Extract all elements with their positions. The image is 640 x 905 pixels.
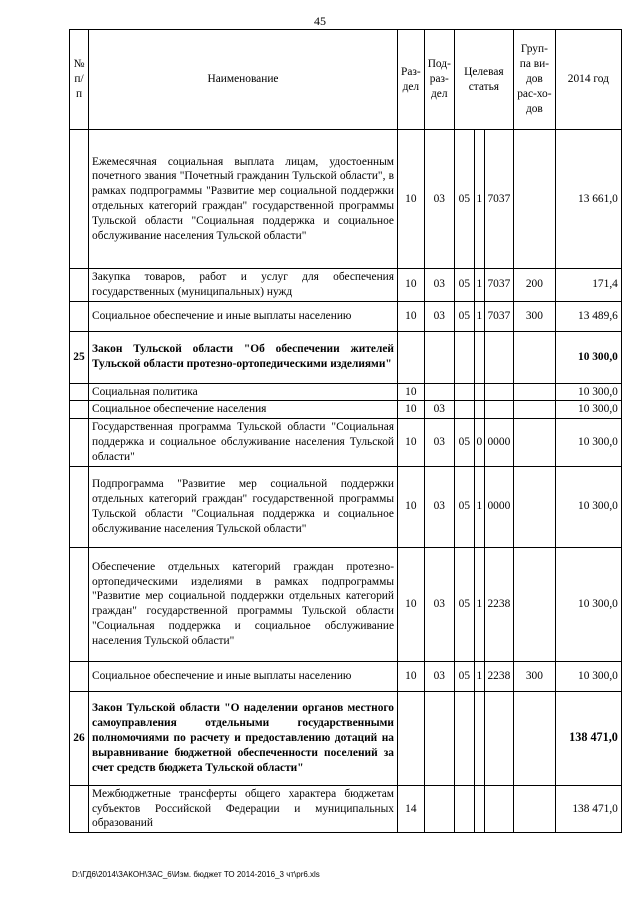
page-number: 45 — [314, 14, 326, 28]
row-target-subprogram: 1 — [474, 130, 484, 269]
row-number — [70, 383, 89, 401]
row-number — [70, 130, 89, 269]
row-razdel: 10 — [398, 301, 425, 331]
row-name: Подпрограмма "Развитие мер социальной поддержки отдельных категорий граждан" государственной программы Тульской области "Социальная поддержка и социальное обслуживание населения Тульской области" — [89, 466, 398, 547]
row-amount: 10 300,0 — [555, 401, 621, 419]
table-row — [70, 130, 622, 269]
row-amount: 10 300,0 — [555, 466, 621, 547]
row-target-subprogram: 1 — [474, 466, 484, 547]
row-target-code — [484, 331, 513, 383]
row-podrazdel — [424, 691, 454, 785]
row-target-program — [454, 401, 474, 419]
row-razdel: 10 — [398, 466, 425, 547]
header-target: Целевая статья — [454, 30, 513, 130]
row-target-code: 7037 — [484, 130, 513, 269]
row-razdel: 10 — [398, 547, 425, 661]
section-row — [70, 331, 622, 383]
row-expense-group — [513, 419, 555, 466]
row-number — [70, 785, 89, 832]
row-number — [70, 419, 89, 466]
table-row — [70, 547, 622, 661]
table-row — [70, 661, 622, 691]
row-number: 26 — [70, 691, 89, 785]
row-number — [70, 401, 89, 419]
row-target-code — [484, 383, 513, 401]
row-target-program — [454, 785, 474, 832]
table-row — [70, 419, 622, 466]
row-expense-group — [513, 401, 555, 419]
row-target-subprogram: 1 — [474, 661, 484, 691]
row-expense-group — [513, 785, 555, 832]
row-number — [70, 269, 89, 302]
row-podrazdel: 03 — [424, 269, 454, 302]
row-target-subprogram: 1 — [474, 301, 484, 331]
row-target-program — [454, 691, 474, 785]
file-path-footer: D:\ГД6\2014\ЗАКОН\ЗАС_6\Изм. бюджет ТО 2014-2016_3 чт\pr6.xls — [72, 870, 320, 879]
row-podrazdel: 03 — [424, 130, 454, 269]
row-razdel: 10 — [398, 383, 425, 401]
row-number — [70, 547, 89, 661]
row-podrazdel — [424, 785, 454, 832]
row-razdel: 10 — [398, 419, 425, 466]
row-target-subprogram — [474, 383, 484, 401]
row-podrazdel: 03 — [424, 301, 454, 331]
row-amount: 10 300,0 — [555, 547, 621, 661]
row-target-code — [484, 691, 513, 785]
header-group: Груп-па ви-дов рас-хо-дов — [513, 30, 555, 130]
row-target-subprogram — [474, 331, 484, 383]
row-razdel: 14 — [398, 785, 425, 832]
row-expense-group: 300 — [513, 661, 555, 691]
row-amount: 138 471,0 — [555, 691, 621, 785]
row-number — [70, 466, 89, 547]
table-row — [70, 785, 622, 832]
row-target-program: 05 — [454, 269, 474, 302]
row-name: Социальное обеспечение и иные выплаты населению — [89, 661, 398, 691]
row-name: Закупка товаров, работ и услуг для обеспечения государственных (муниципальных) нужд — [89, 269, 398, 302]
row-target-program: 05 — [454, 301, 474, 331]
header-name: Наименование — [89, 30, 398, 130]
row-amount: 10 300,0 — [555, 661, 621, 691]
header-podrazdel: Под-раз-дел — [424, 30, 454, 130]
table-row — [70, 269, 622, 302]
row-expense-group — [513, 130, 555, 269]
row-target-code: 7037 — [484, 301, 513, 331]
budget-table — [69, 29, 622, 833]
row-expense-group — [513, 691, 555, 785]
row-target-code: 7037 — [484, 269, 513, 302]
row-amount: 13 661,0 — [555, 130, 621, 269]
row-target-program — [454, 383, 474, 401]
row-razdel: 10 — [398, 269, 425, 302]
row-name: Обеспечение отдельных категорий граждан протезно-ортопедическими изделиями в рамках подпрограммы "Развитие мер социальной поддержки отдельных категорий граждан" государственной программы Тульской области "Социальная поддержка и социальное обслуживание населения Тульской области" — [89, 547, 398, 661]
row-number — [70, 661, 89, 691]
row-amount: 10 300,0 — [555, 419, 621, 466]
row-expense-group — [513, 547, 555, 661]
table-row — [70, 466, 622, 547]
section-row — [70, 691, 622, 785]
row-podrazdel: 03 — [424, 401, 454, 419]
table-header — [70, 30, 622, 130]
row-podrazdel — [424, 383, 454, 401]
header-razdel: Раз-дел — [398, 30, 425, 130]
row-name: Закон Тульской области "О наделении органов местного самоуправления отдельными государственными полномочиями по расчету и предоставлению дотаций на выравнивание бюджетной обеспеченности поселений за счет средств бюджета Тульской области" — [89, 691, 398, 785]
row-name: Межбюджетные трансферты общего характера бюджетам субъектов Российской Федерации и муниципальных образований — [89, 785, 398, 832]
row-target-code: 0000 — [484, 466, 513, 547]
row-target-subprogram: 1 — [474, 547, 484, 661]
row-razdel — [398, 331, 425, 383]
row-target-subprogram — [474, 401, 484, 419]
row-razdel: 10 — [398, 661, 425, 691]
row-target-program: 05 — [454, 661, 474, 691]
row-amount: 138 471,0 — [555, 785, 621, 832]
row-target-program: 05 — [454, 419, 474, 466]
row-target-code: 0000 — [484, 419, 513, 466]
row-name: Социальная политика — [89, 383, 398, 401]
row-target-subprogram: 1 — [474, 269, 484, 302]
row-podrazdel: 03 — [424, 547, 454, 661]
row-expense-group: 300 — [513, 301, 555, 331]
header-num: № п/ п — [70, 30, 89, 130]
row-number: 25 — [70, 331, 89, 383]
row-name: Социальное обеспечение и иные выплаты населению — [89, 301, 398, 331]
row-name: Закон Тульской области "Об обеспечении жителей Тульской области протезно-ортопедическими изделиями" — [89, 331, 398, 383]
row-target-code: 2238 — [484, 547, 513, 661]
row-amount: 10 300,0 — [555, 331, 621, 383]
row-amount: 13 489,6 — [555, 301, 621, 331]
row-name: Государственная программа Тульской области "Социальная поддержка и социальное обслуживание населения Тульской области" — [89, 419, 398, 466]
row-podrazdel: 03 — [424, 661, 454, 691]
row-target-program: 05 — [454, 547, 474, 661]
row-amount: 171,4 — [555, 269, 621, 302]
row-target-code — [484, 785, 513, 832]
row-target-program: 05 — [454, 130, 474, 269]
table-row — [70, 301, 622, 331]
row-number — [70, 301, 89, 331]
table-row — [70, 401, 622, 419]
row-target-subprogram — [474, 785, 484, 832]
row-podrazdel — [424, 331, 454, 383]
row-target-subprogram: 0 — [474, 419, 484, 466]
row-target-program — [454, 331, 474, 383]
row-razdel: 10 — [398, 130, 425, 269]
row-expense-group — [513, 331, 555, 383]
row-expense-group: 200 — [513, 269, 555, 302]
row-target-program: 05 — [454, 466, 474, 547]
row-podrazdel: 03 — [424, 466, 454, 547]
row-target-subprogram — [474, 691, 484, 785]
row-target-code — [484, 401, 513, 419]
row-name: Ежемесячная социальная выплата лицам, удостоенным почетного звания "Почетный гражданин Тульской области", в рамках подпрограммы "Развитие мер социальной поддержки отдельных категорий граждан" государственной программы Тульской области "Социальная поддержка и социальное обслуживание населения Тульской области" — [89, 130, 398, 269]
row-name: Социальное обеспечение населения — [89, 401, 398, 419]
row-expense-group — [513, 383, 555, 401]
row-target-code: 2238 — [484, 661, 513, 691]
header-year: 2014 год — [555, 30, 621, 130]
row-amount: 10 300,0 — [555, 383, 621, 401]
table-row — [70, 383, 622, 401]
row-razdel: 10 — [398, 401, 425, 419]
row-expense-group — [513, 466, 555, 547]
row-razdel — [398, 691, 425, 785]
row-podrazdel: 03 — [424, 419, 454, 466]
